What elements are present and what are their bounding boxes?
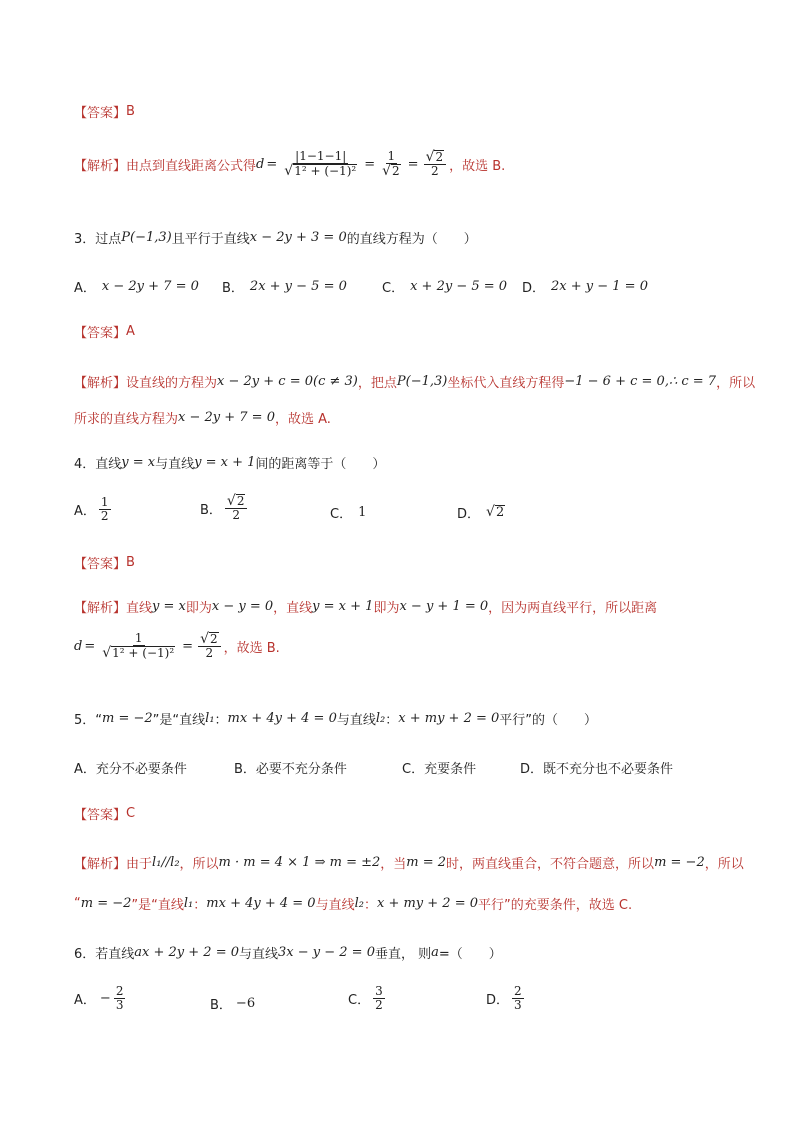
q6-option-b: B． −6 (210, 996, 256, 1013)
analysis-tag: 【解析】 (74, 158, 127, 174)
q3-option-a: A． x − 2y + 7 = 0 (74, 279, 199, 296)
q4-stem: 4．直线 y = x 与直线 y = x + 1 间的距离等于（ ） (74, 455, 386, 472)
q5-option-a: A． 充分不必要条件 (74, 762, 187, 777)
q3-option-b: B． 2x + y − 5 = 0 (222, 279, 347, 296)
q5-option-d: D． 既不充分也不必要条件 (520, 762, 674, 777)
q4-option-d: D． √ 2 (457, 503, 505, 522)
q5-stem: 5．“ m = −2 ”是“直线 l₁ ： mx + 4y + 4 = 0 与直线 l₂ ： x + my + 2 = 0 平行”的（ ） (74, 711, 598, 728)
q5-analysis-line1: 【解析】 由于 l₁//l₂ ，所以 m · m = 4 × 1 ⇒ m = ±2 ，当 m = 2 时，两直线重合，不符合题意，所以 m = −2 ，所以 (74, 855, 744, 872)
q5-option-c: C． 充要条件 (402, 762, 477, 777)
q4-option-c: C． 1 (330, 505, 367, 522)
q5-analysis-line2: “ m = −2 ”是“直线 l₁ ： mx + 4y + 4 = 0 与直线 l₂ ： x + my + 2 = 0 平行”的充要条件，故选 C. (74, 896, 633, 913)
q6-option-c: C． $\frac{3}{2}$ (348, 984, 383, 1013)
q4-analysis-line1: 【解析】 直线 y = x 即为 x − y = 0 ，直线 y = x + 1 即为 x − y + 1 = 0 ，因为两直线平行，所以距离 (74, 599, 658, 616)
q6-stem: 6．若直线 ax + 2y + 2 = 0 与直线 3x − y − 2 = 0 垂直， 则 a =（ ） (74, 945, 502, 962)
q3-analysis-line1: 【解析】 设直线的方程为 x − 2y + c = 0(c ≠ 3) ，把点 P(−1,3) 坐标代入直线方程得 −1 − 6 + c = 0,∴ c = 7 ，所以 (74, 374, 756, 391)
answer-value: B (126, 104, 135, 119)
q2-analysis: 【解析】 由点到直线距离公式得 d = |1−1−1| √ 1² + (−1)² = 1 √ 2 = √ 2 2 ，故选 B. (74, 149, 506, 180)
q3-analysis-line2: 所求的直线方程为 x − 2y + 7 = 0 ，故选 A. (74, 410, 331, 427)
q3-option-d: D． 2x + y − 1 = 0 (522, 279, 648, 296)
q4-option-a: A． $\frac{1}{2}$ (74, 495, 109, 524)
q6-option-d: D． $\frac{2}{3}$ (486, 984, 522, 1013)
q6-option-a: A． − $\frac{2}{3}$ (74, 984, 124, 1013)
q5-answer: 【答案】 C (74, 806, 136, 823)
q4-answer: 【答案】 B (74, 555, 135, 572)
q4-option-b: B． √ 2 2 (200, 494, 250, 522)
distance-fraction: |1−1−1| √ 1² + (−1)² (284, 149, 357, 180)
q2-answer (74, 102, 135, 121)
q3-option-c: C． x + 2y − 5 = 0 (382, 279, 508, 296)
q3-answer: 【答案】 A (74, 324, 135, 341)
answer-tag: 【答案】 (74, 106, 127, 121)
q4-analysis-line2: d = 1 √ 1² + (−1)² = √ 2 2 ，故选 B. (74, 631, 280, 662)
q3-stem: 3．过点 P(−1,3) 且平行于直线 x − 2y + 3 = 0 的直线方程为（ ） (74, 230, 477, 247)
q5-option-b: B． 必要不充分条件 (234, 762, 347, 777)
